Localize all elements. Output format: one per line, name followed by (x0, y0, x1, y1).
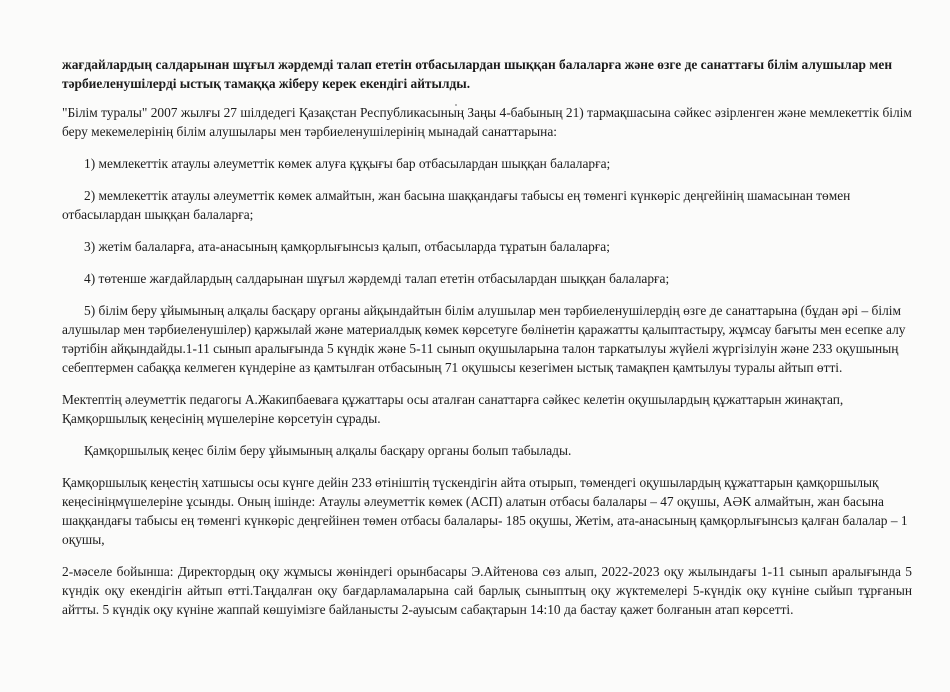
category-item-3: 3) жетім балаларға, ата-анасының қамқорлығынсыз қалып, отбасыларда тұратын балаларға; (84, 239, 610, 254)
intro-bold-paragraph: жағдайлардың салдарынан шұғыл жәрдемді талап ететін отбасылардан шыққан балаларға және өзге де санаттағы білім алушылар мен тәрбиеленушілерді ыстық тамаққа жіберу керек екендігі айтылды. (62, 57, 893, 91)
social-pedagogue-paragraph: Мектептің әлеуметтік педагогы А.Жакипбаеваға құжаттары осы аталған санаттарға сәйкес келетін оқушылардың құжаттарын жинақтап, Қамқоршылық кеңесінің мүшелеріне көрсетуін сұрады. (62, 392, 844, 426)
category-item-2: 2) мемлекеттік атаулы әлеуметтік көмек алмайтын, жан басына шаққандағы табысы ең төменгі күнкөріс деңгейінің шамасынан төмен отбасылардан шыққан балаларға; (62, 188, 851, 222)
issue-2-paragraph: 2-мәселе бойынша: Директордың оқу жұмысы жөніндегі орынбасары Э.Айтенова сөз алып, 2022-2023 оқу жылындағы 1-11 сынып аралығында 5 күндік оқу екендігін айтып өтті.Таңдалған оқу бағдарламаларына сай барлық сыныптың оқу жүктемелері 5-күндік оқу күніне сыйып тұрғанын айтты. 5 күндік оқу күніне жаппай көшуімізге байланысты 2-ауысым сабақтарын 14:10 да бастау қажет болғанын атап көрсетті. (62, 564, 912, 617)
law-reference-paragraph: "Білім туралы" 2007 жылғы 27 шілдедегі Қазақстан Республикасының Заңы 4-бабының 21) тармақшасына сәйкес әзірленген және мемлекеттік білім беру мекемелерінің білім алушылары мен тәрбиеленушілерінің мынадай санаттарына: (62, 105, 912, 139)
council-body-paragraph: Қамқоршылық кеңес білім беру ұйымының алқалы басқару органы болып табылады. (84, 443, 572, 458)
council-secretary-paragraph: Қамқоршылық кеңестің хатшысы осы күнге дейін 233 өтініштің түскендігін айта отырып, төмендегі оқушылардың құжаттарын қамқоршылық кеңесініңмүшелеріне ұсынды. Оның ішінде: Атаулы әлеуметтік көмек (АСП) алатын отбасы балалары – 47 оқушы, АӘК алмайтын, жан басына шаққандағы табысы ең төменгі күнкөріс деңгейінен төмен отбасы балалары- 185 оқушы, Жетім, ата-анасының қамқорлығынсыз қалған балалар – 1 оқушы, (62, 475, 908, 547)
category-item-5: 5) білім беру ұйымының алқалы басқару органы айқындайтын білім алушылар мен тәрбиеленушілердің өзге де санаттарына (бұдан әрі – білім алушылар мен тәрбиеленушілер) қаржылай және материалдық көмек көрсетуге бөлінетін қаражатты қалыптастыру, жұмсау бағыты мен есепке алу тәртібін айқындайды.1-11 сынып аралығында 5 күндік және 5-11 сынып оқушыларына талон таркатылуы жүйелі жүргізілуін және 233 оқушының себептермен сабаққа келмеген күндеріне аз қамтылған отбасының 71 оқушысы кезегімен ыстық тамақпен қамтылуы туралы айтып өтті. (62, 303, 906, 375)
category-item-4: 4) төтенше жағдайлардың салдарынан шұғыл жәрдемді талап ететін отбасылардан шыққан балаларға; (84, 271, 670, 286)
document-body (62, 55, 912, 632)
category-item-1: 1) мемлекеттік атаулы әлеуметтік көмек алуға құқығы бар отбасылардан шыққан балаларға; (84, 156, 611, 171)
